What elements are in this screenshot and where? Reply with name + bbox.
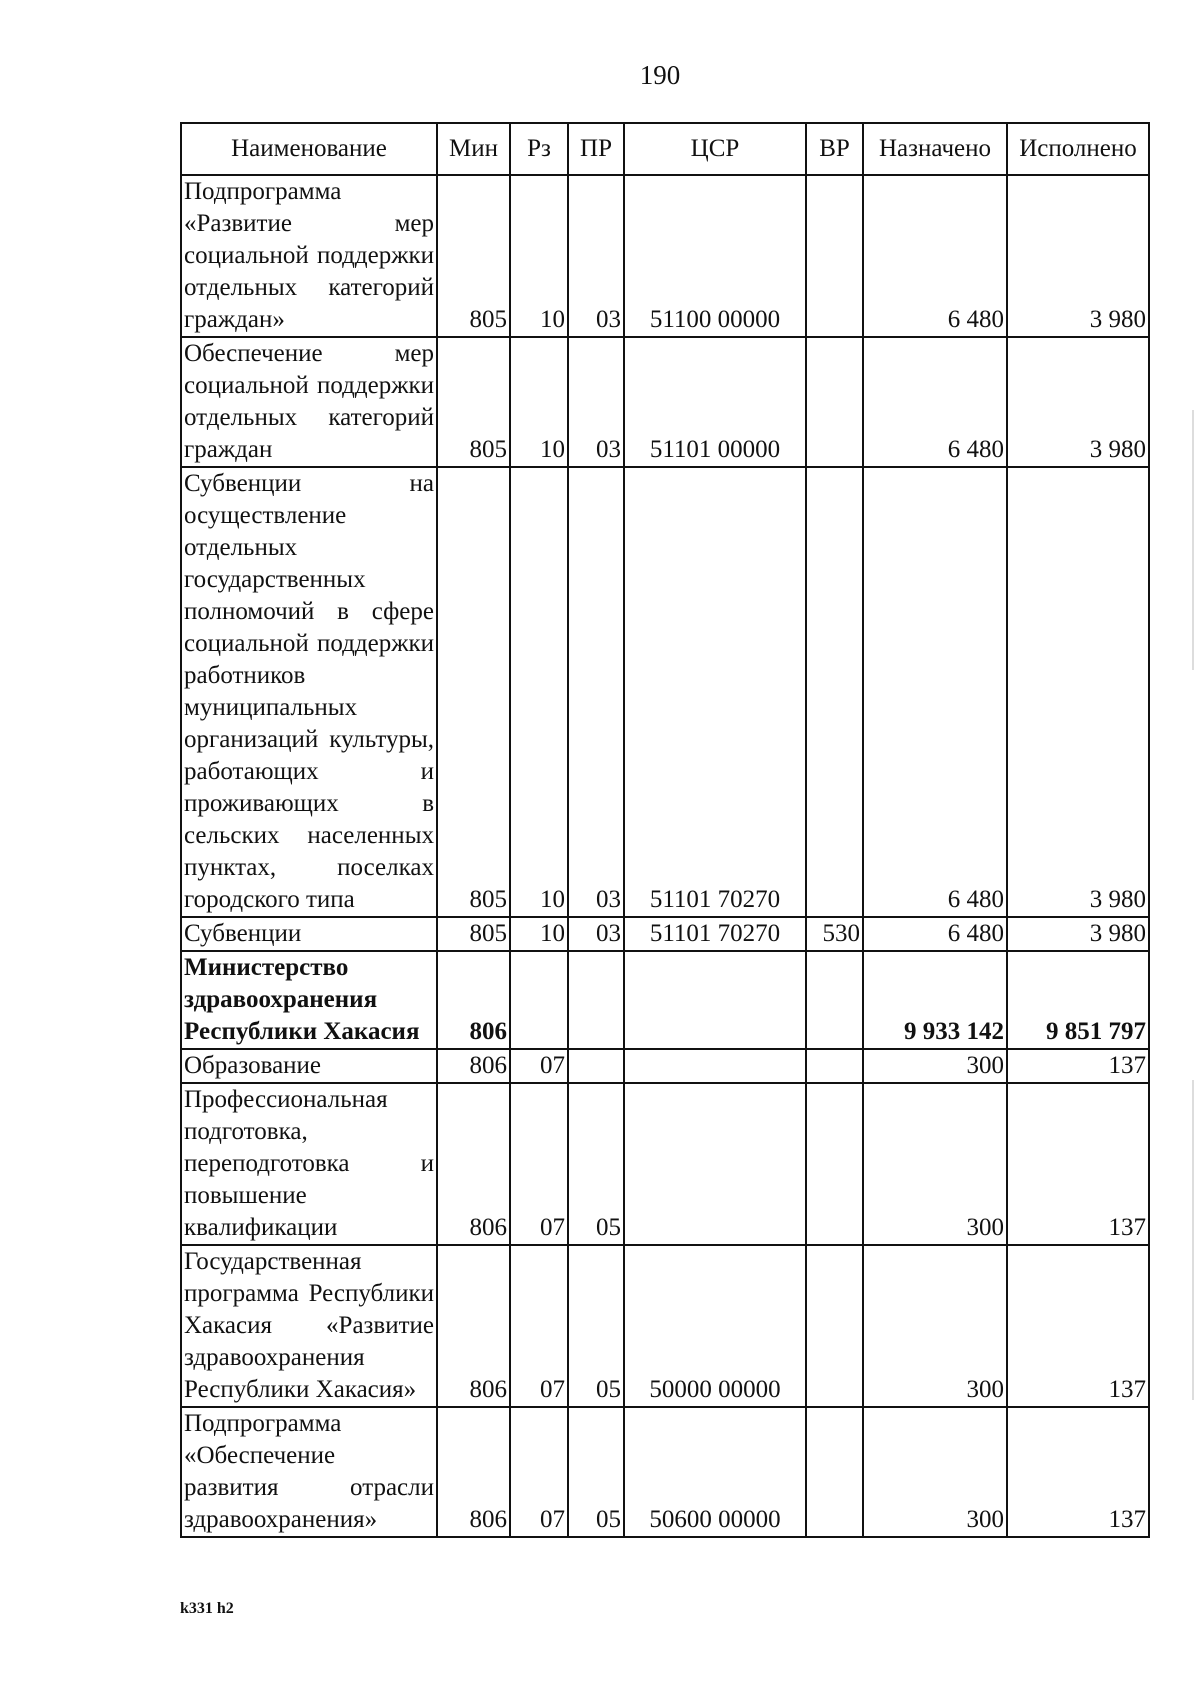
row-assigned: 300: [863, 1049, 1007, 1083]
row-csr: [624, 1083, 806, 1245]
row-pr: 03: [568, 467, 624, 917]
row-assigned: 6 480: [863, 175, 1007, 337]
row-min: 806: [437, 1407, 510, 1537]
row-pr: 03: [568, 175, 624, 337]
row-assigned: 300: [863, 1407, 1007, 1537]
row-csr: 51101 00000: [624, 337, 806, 467]
row-csr: 50600 00000: [624, 1407, 806, 1537]
row-pr: 03: [568, 917, 624, 951]
row-min: 806: [437, 1049, 510, 1083]
row-vr: [806, 1245, 863, 1407]
row-csr: [624, 1049, 806, 1083]
table-row: [181, 1407, 1149, 1537]
row-min: 805: [437, 175, 510, 337]
row-rz: 10: [510, 175, 568, 337]
row-pr: 03: [568, 337, 624, 467]
footer-code: k331 h2: [180, 1600, 234, 1617]
row-executed: 137: [1007, 1407, 1149, 1537]
budget-table: [180, 122, 1150, 1538]
row-executed: 3 980: [1007, 175, 1149, 337]
table-header-row: [181, 123, 1149, 175]
table-row: [181, 1049, 1149, 1083]
row-rz: 10: [510, 917, 568, 951]
row-vr: [806, 467, 863, 917]
row-rz: 07: [510, 1049, 568, 1083]
row-executed: 3 980: [1007, 917, 1149, 951]
row-executed: 3 980: [1007, 467, 1149, 917]
row-name: Субвенции на осуществление отдельных государственных полномочий в сфере социальной поддержки работников муниципальных организаций культуры, работающих и проживающих в сельских населенных пунктах, поселках городского типа: [181, 467, 437, 917]
row-rz: 07: [510, 1407, 568, 1537]
row-name: Министерство здравоохранения Республики Хакасия: [181, 951, 437, 1049]
row-csr: 51100 00000: [624, 175, 806, 337]
row-min: 805: [437, 917, 510, 951]
table-row: [181, 467, 1149, 917]
row-name: Образование: [181, 1049, 437, 1083]
header-pr: ПР: [568, 123, 624, 175]
row-csr: [624, 951, 806, 1049]
row-pr: [568, 951, 624, 1049]
row-rz: 07: [510, 1083, 568, 1245]
row-min: 806: [437, 951, 510, 1049]
row-name: Профессиональная подготовка, переподготовка и повышение квалификации: [181, 1083, 437, 1245]
row-assigned: 300: [863, 1083, 1007, 1245]
row-csr: 51101 70270: [624, 467, 806, 917]
row-executed: 3 980: [1007, 337, 1149, 467]
table-row: [181, 951, 1149, 1049]
scan-edge-mark: [1192, 410, 1194, 670]
table-row: [181, 1083, 1149, 1245]
header-rz: Рз: [510, 123, 568, 175]
row-vr: [806, 1407, 863, 1537]
table-row: [181, 1245, 1149, 1407]
row-vr: [806, 337, 863, 467]
table-row: [181, 917, 1149, 951]
row-name: Обеспечение мер социальной поддержки отдельных категорий граждан: [181, 337, 437, 467]
row-vr: 530: [806, 917, 863, 951]
row-rz: 07: [510, 1245, 568, 1407]
page-number: 190: [639, 60, 681, 90]
row-rz: [510, 951, 568, 1049]
row-name: Подпрограмма «Обеспечение развития отрасли здравоохранения»: [181, 1407, 437, 1537]
row-pr: 05: [568, 1245, 624, 1407]
row-assigned: 6 480: [863, 467, 1007, 917]
row-name: Подпрограмма «Развитие мер социальной поддержки отдельных категорий граждан»: [181, 175, 437, 337]
row-executed: 137: [1007, 1083, 1149, 1245]
row-assigned: 300: [863, 1245, 1007, 1407]
scan-edge-mark: [1192, 1080, 1194, 1400]
header-csr: ЦСР: [624, 123, 806, 175]
row-csr: 50000 00000: [624, 1245, 806, 1407]
row-executed: 137: [1007, 1245, 1149, 1407]
row-min: 806: [437, 1083, 510, 1245]
row-min: 805: [437, 467, 510, 917]
row-rz: 10: [510, 337, 568, 467]
table-row: [181, 175, 1149, 337]
row-min: 806: [437, 1245, 510, 1407]
row-min: 805: [437, 337, 510, 467]
header-vr: ВР: [806, 123, 863, 175]
row-vr: [806, 1049, 863, 1083]
row-pr: [568, 1049, 624, 1083]
row-assigned: 6 480: [863, 917, 1007, 951]
header-min: Мин: [437, 123, 510, 175]
table-row: [181, 337, 1149, 467]
row-assigned: 9 933 142: [863, 951, 1007, 1049]
row-name: Субвенции: [181, 917, 437, 951]
row-vr: [806, 951, 863, 1049]
header-executed: Исполнено: [1007, 123, 1149, 175]
row-name: Государственная программа Республики Хакасия «Развитие здравоохранения Республики Хакасия»: [181, 1245, 437, 1407]
row-vr: [806, 1083, 863, 1245]
row-pr: 05: [568, 1407, 624, 1537]
row-rz: 10: [510, 467, 568, 917]
row-executed: 137: [1007, 1049, 1149, 1083]
header-assigned: Назначено: [863, 123, 1007, 175]
row-csr: 51101 70270: [624, 917, 806, 951]
row-executed: 9 851 797: [1007, 951, 1149, 1049]
header-name: Наименование: [181, 123, 437, 175]
row-pr: 05: [568, 1083, 624, 1245]
row-vr: [806, 175, 863, 337]
row-assigned: 6 480: [863, 337, 1007, 467]
